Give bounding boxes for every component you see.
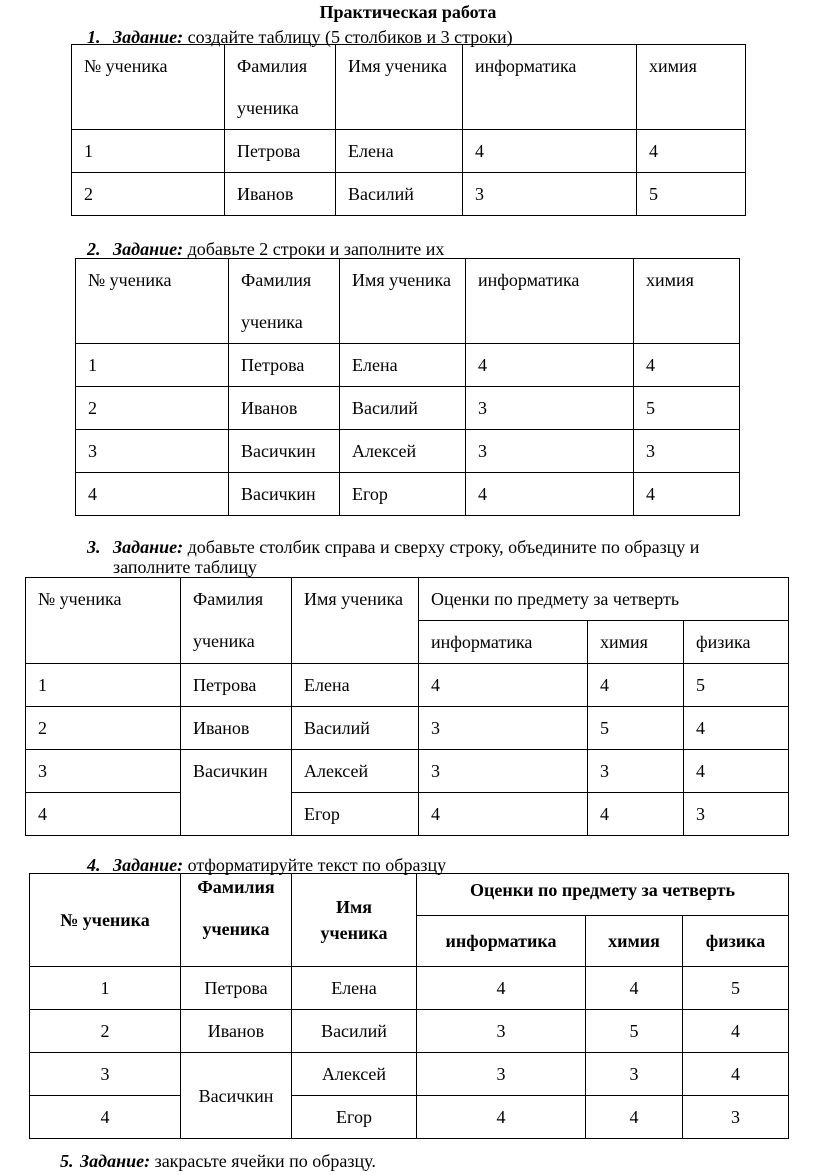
cell: Василий [292,707,419,750]
cell: 3 [466,430,634,473]
cell: 5 [637,173,746,216]
cell: 1 [26,664,181,707]
table-3 [25,577,789,836]
cell: 4 [637,130,746,173]
cell: Василий [336,173,463,216]
cell: Елена [292,664,419,707]
task-text: закрасьте ячейки по образцу. [150,1151,376,1171]
cell: 5 [586,1010,683,1053]
cell: Петрова [229,344,340,387]
header-text: Фамилия [241,270,312,290]
cell: Егор [292,793,419,836]
task-label: Задание: [113,27,184,47]
cell: Иванов [229,387,340,430]
header-cell-name: Имя ученика [292,578,419,664]
header-cell-num: № ученика [26,578,181,664]
cell: Алексей [292,750,419,793]
cell: 2 [30,1010,181,1053]
cell: Егор [292,1096,417,1139]
cell: 4 [417,1096,586,1139]
header-cell-chem: химия [634,259,740,344]
table-row [72,173,746,216]
cell: Елена [340,344,466,387]
table-row [30,1053,789,1096]
task-text: добавьте 2 строки и заполните их [183,239,445,259]
header-cell-chem: химия [588,621,684,664]
cell: 4 [76,473,229,516]
header-cell-num: № ученика [76,259,229,344]
task-number: 4. [87,855,101,875]
header-cell-inf: информатика [419,621,588,664]
task-3-continued: заполните таблицу [113,557,257,577]
table-row [76,430,740,473]
header-cell-name [292,874,417,967]
cell: 4 [417,967,586,1010]
merged-cell: Васичкин [181,1053,292,1139]
table-1 [71,44,746,216]
cell: 4 [684,707,789,750]
table-row [76,344,740,387]
header-cell-phys: физика [684,621,789,664]
cell: Иванов [181,1010,292,1053]
cell: 2 [26,707,181,750]
task-label: Задание: [113,239,184,259]
header-cell-inf: информатика [417,916,586,967]
task-2 [87,239,444,259]
header-cell-chem: химия [637,45,746,130]
cell: 4 [588,793,684,836]
header-cell-name: Имя ученика [336,45,463,130]
header-cell-surname [229,259,340,344]
cell: 5 [684,664,789,707]
table-row [26,750,789,793]
cell: 3 [588,750,684,793]
merged-cell: Васичкин [181,750,292,836]
cell: 3 [466,387,634,430]
task-3 [87,537,787,557]
cell: 3 [417,1010,586,1053]
cell: Егор [340,473,466,516]
header-text: ученика [241,312,303,332]
header-text: Фамилия [193,589,264,609]
cell: Иванов [225,173,336,216]
cell: 4 [683,1053,789,1096]
task-text: создайте таблицу (5 столбиков и 3 строки) [183,27,513,47]
header-cell-inf: информатика [463,45,637,130]
cell: 3 [30,1053,181,1096]
header-text: Фамилия [237,56,308,76]
cell: 3 [419,750,588,793]
task-number: 3. [87,537,101,557]
cell: Василий [340,387,466,430]
header-cell-num: № ученика [30,874,181,967]
cell: 4 [26,793,181,836]
table-row [76,473,740,516]
task-number: 2. [87,239,101,259]
table-row [72,130,746,173]
cell: Алексей [292,1053,417,1096]
task-label: Задание: [113,855,184,875]
task-number: 5. [60,1151,74,1171]
table-row [30,1096,789,1139]
table-4 [29,873,789,1139]
header-text: ученика [193,631,255,651]
header-cell-num: № ученика [72,45,225,130]
table-header-row [30,874,789,916]
cell: 5 [683,967,789,1010]
cell: Петрова [225,130,336,173]
header-cell-surname [225,45,336,130]
cell: 4 [466,344,634,387]
cell: 4 [463,130,637,173]
cell: 1 [76,344,229,387]
task-5 [60,1151,376,1171]
cell: 3 [586,1053,683,1096]
header-cell-name: Имя ученика [340,259,466,344]
header-text: ученика [202,919,270,939]
task-text: отформатируйте текст по образцу [183,855,447,875]
cell: Василий [292,1010,417,1053]
table-header-row [76,259,740,344]
cell: 4 [586,1096,683,1139]
header-text: ученика [320,923,388,943]
header-cell-chem: химия [586,916,683,967]
cell: 3 [684,793,789,836]
table-header-row [26,578,789,621]
cell: 4 [466,473,634,516]
cell: 4 [586,967,683,1010]
task-label: Задание: [80,1151,151,1171]
cell: Иванов [181,707,292,750]
table-row [26,664,789,707]
cell: 3 [417,1053,586,1096]
cell: 4 [588,664,684,707]
task-label: Задание: [113,537,184,557]
cell: Петрова [181,967,292,1010]
task-text: добавьте столбик справа и сверху строку, объедините по образцу и [183,537,700,557]
cell: 1 [72,130,225,173]
header-cell-phys: физика [683,916,789,967]
cell: 4 [419,664,588,707]
task-number: 1. [87,27,101,47]
header-text: Фамилия [197,877,275,897]
cell: 2 [72,173,225,216]
table-row [30,1010,789,1053]
header-text: Имя [336,897,372,917]
cell: 5 [588,707,684,750]
table-row [26,707,789,750]
table-row [26,793,789,836]
table-row [30,967,789,1010]
table-header-row [72,45,746,130]
cell: Петрова [181,664,292,707]
table-row [76,387,740,430]
cell: 4 [634,344,740,387]
cell: 4 [634,473,740,516]
cell: 2 [76,387,229,430]
cell: 3 [463,173,637,216]
cell: 3 [634,430,740,473]
header-cell-surname [181,578,292,664]
cell: 4 [419,793,588,836]
cell: 4 [684,750,789,793]
cell: 5 [634,387,740,430]
cell: 4 [30,1096,181,1139]
cell: Елена [292,967,417,1010]
header-cell-grades: Оценки по предмету за четверть [419,578,789,621]
cell: 3 [683,1096,789,1139]
cell: 4 [683,1010,789,1053]
header-text: ученика [237,98,299,118]
cell: Алексей [340,430,466,473]
header-cell-surname [181,874,292,967]
cell: Васичкин [229,430,340,473]
cell: 1 [30,967,181,1010]
page-title: Практическая работа [319,2,497,22]
cell: 3 [419,707,588,750]
cell: 3 [26,750,181,793]
table-2 [75,258,740,516]
cell: Васичкин [229,473,340,516]
cell: 3 [76,430,229,473]
header-cell-inf: информатика [466,259,634,344]
header-cell-grades: Оценки по предмету за четверть [417,874,789,916]
task-4 [87,855,446,875]
cell: Елена [336,130,463,173]
